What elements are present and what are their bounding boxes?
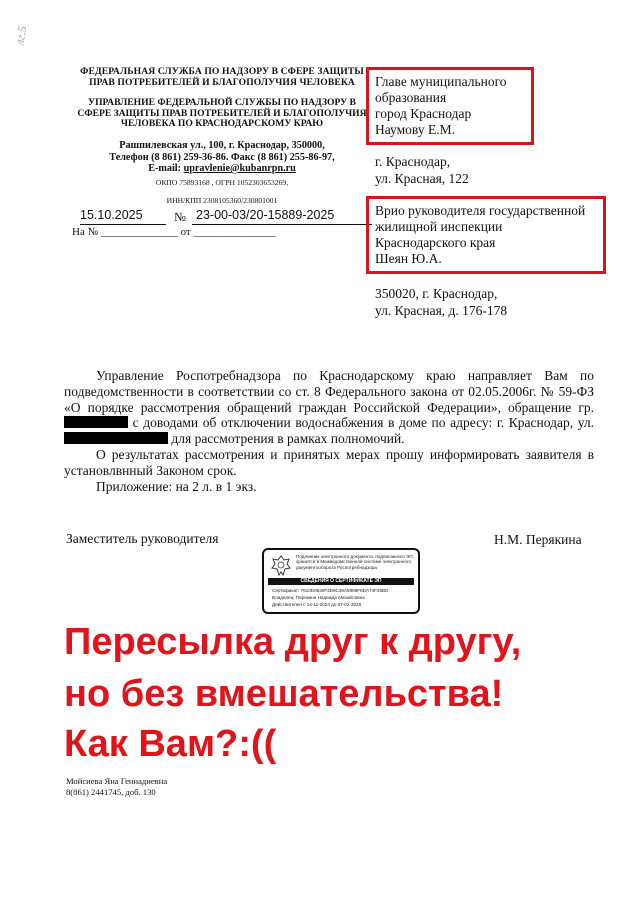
agency-name: ФЕДЕРАЛЬНАЯ СЛУЖБА ПО НАДЗОРУ В СФЕРЕ ЗАЩИТЫ ПРАВ ПОТРЕБИТЕЛЕЙ И БЛАГОПОЛУЧИЯ ЧЕЛОВЕКА	[80, 66, 364, 88]
body-paragraph-2: О результатах рассмотрения и принятых мерах прошу информировать заявителя в установлвнный Законом срок.	[64, 446, 594, 478]
signer-name: Н.М. Перякина	[494, 532, 582, 547]
reg-underline-date	[80, 224, 166, 225]
overlay-line-3: Как Вам?:((	[64, 723, 277, 765]
recipient1-address	[375, 153, 469, 187]
reg-underline-number	[192, 224, 372, 225]
department-name: УПРАВЛЕНИЕ ФЕДЕРАЛЬНОЙ СЛУЖБЫ ПО НАДЗОРУ В СФЕРЕ ЗАЩИТЫ ПРАВ ПОТРЕБИТЕЛЕЙ И БЛАГОПОЛУЧИЯ ЧЕЛОВЕКА ПО КРАСНОДАРСКОМУ КРАЮ	[77, 97, 367, 129]
recipient2-line: Врио руководителя государственной	[375, 203, 586, 218]
stamp-title: СВЕДЕНИЯ О СЕРТИФИКАТЕ ЭП	[268, 578, 414, 585]
body-p1-part-b: с доводами об отключении водоснабжения в доме по адресу: г. Краснодар, ул.	[132, 415, 594, 431]
redacted-name	[64, 416, 128, 428]
recipient2-box	[366, 196, 606, 274]
sender-inn-kpp: ИНН/КПП 2308105360/230801001	[166, 196, 278, 205]
letter-body	[64, 368, 594, 494]
recipient2-line: Краснодарского края	[375, 235, 496, 250]
attachment-line: Приложение: на 2 л. в 1 экз.	[96, 478, 257, 494]
overlay-line-2: но без вмешательства!	[64, 673, 504, 715]
recipient1-line: Главе муниципального	[375, 74, 507, 89]
email-label: E-mail:	[148, 163, 182, 174]
email-link[interactable]: upravlenie@kubanrpn.ru	[183, 163, 296, 174]
executor-name: Мойсиева Яна Геннадиевна	[66, 776, 168, 786]
recipient2-street: ул. Красная, д. 176-178	[375, 303, 508, 318]
sender-phone: Телефон (8 861) 259-36-86. Факс (8 861) 255-86-97,	[109, 151, 335, 163]
body-p1-part-a: Управление Роспотребнадзора по Краснодарскому краю направляет Вам по подведомственности в соответствии со ст. 8 Федерального закона от 02.05.2006г. № 59-ФЗ «О порядке рассмотрения обращений граждан Российской Федерации», обращение гр.	[64, 368, 594, 415]
e-signature-stamp	[262, 548, 420, 614]
recipient1-box	[366, 67, 534, 145]
margin-note: лг.5	[12, 24, 30, 46]
reg-number: 23-00-03/20-15889-2025	[196, 208, 335, 222]
recipient1-city: г. Краснодар,	[375, 154, 451, 169]
emblem-icon	[270, 554, 292, 578]
recipient2-city: 350020, г. Краснодар,	[375, 286, 498, 301]
sender-okpo-ogrn: ОКПО 75893168 , ОГРН 1052303653269,	[155, 178, 289, 187]
stamp-valid: Действителен с 14-11-2024 до 07-02-2026	[272, 602, 362, 607]
recipient2-address	[375, 285, 507, 319]
sender-contacts	[72, 140, 372, 175]
recipient2-line: жилищной инспекции	[375, 219, 503, 234]
stamp-cert: Сертификат: 7610D0630F3D9C39A5998F8DA74F25BD	[272, 588, 389, 593]
signer-position: Заместитель руководителя	[66, 531, 219, 546]
reg-date: 15.10.2025	[80, 208, 143, 222]
sender-email-line	[72, 163, 372, 175]
recipient1-line: образования	[375, 90, 447, 105]
in-reply-to-line: На № ______________ от _______________	[72, 226, 276, 238]
executor-phone: 8(861) 2441745, доб. 130	[66, 787, 156, 797]
stamp-owner: Владелец: Перякина Надежда Михайловна	[272, 595, 365, 600]
overlay-line-1: Пересылка друг к другу,	[64, 621, 522, 663]
body-p1-part-c: для рассмотрения в рамках полномочий.	[171, 431, 405, 447]
recipient2-line: Шеян Ю.А.	[375, 251, 442, 266]
stamp-header: Подлинник электронного документа, подписанного ЭП, хранится в Межведомственной системе электронного документооборота Роспотребнадзора	[296, 554, 414, 570]
reg-number-label: №	[174, 210, 186, 224]
recipient1-line: город Краснодар	[375, 106, 472, 121]
recipient1-street: ул. Красная, 122	[375, 171, 469, 186]
recipient1-line: Наумову Е.М.	[375, 122, 455, 137]
sender-address: Рашпилевская ул., 100, г. Краснодар, 350000,	[119, 140, 325, 151]
redacted-street	[64, 432, 168, 444]
body-paragraph-1	[64, 368, 594, 447]
